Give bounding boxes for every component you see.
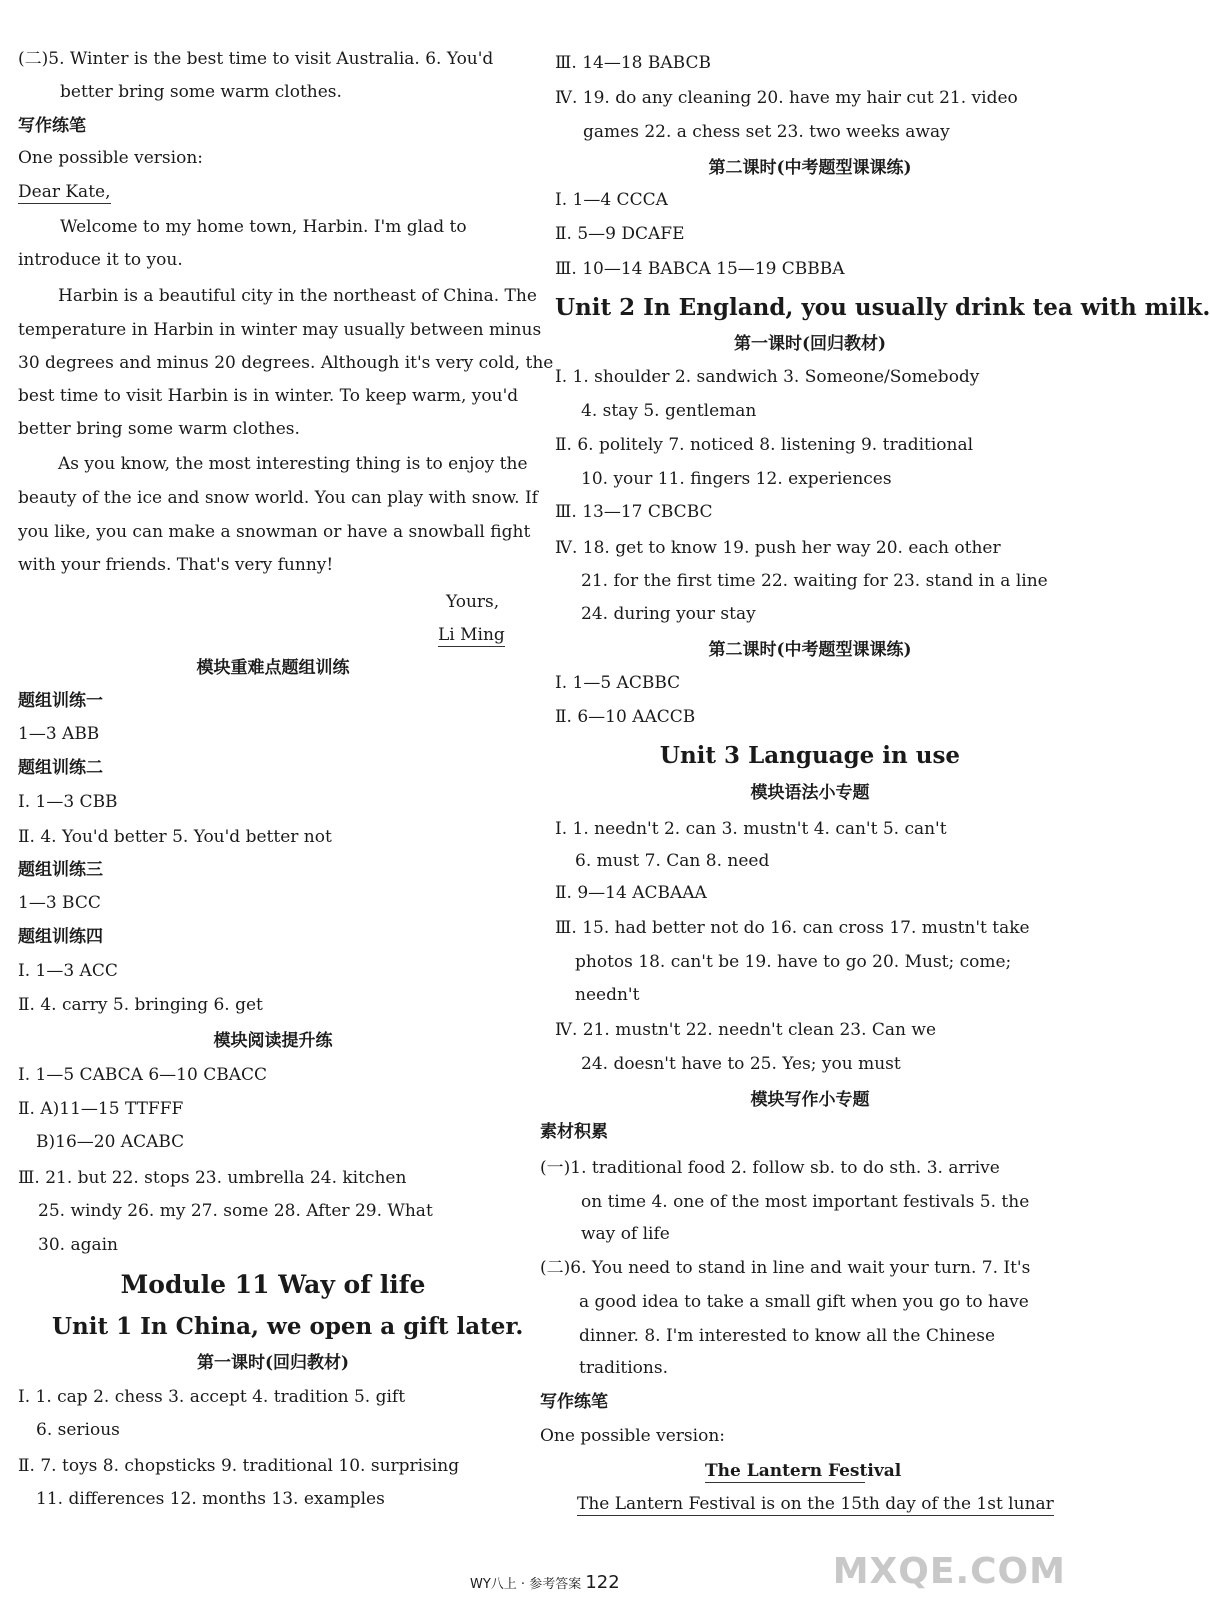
section-heading: 第二课时(中考题型课课练) bbox=[708, 640, 912, 660]
text-line: introduce it to you. bbox=[18, 250, 183, 270]
text-line: Ⅰ. 1—3 ACC bbox=[18, 961, 118, 981]
section-heading: 模块阅读提升练 bbox=[213, 1031, 333, 1051]
text-line: games 22. a chess set 23. two weeks away bbox=[583, 122, 950, 142]
text-line: 21. for the first time 22. waiting for 23. stand in a line bbox=[581, 571, 1048, 591]
letter-closing: Yours, bbox=[446, 592, 500, 612]
text-line: Harbin is a beautiful city in the northeast of China. The bbox=[58, 286, 537, 306]
text-line: (二)5. Winter is the best time to visit Australia. 6. You'd bbox=[18, 49, 494, 69]
text-line: Ⅱ. 6—10 AACCB bbox=[555, 707, 696, 727]
text-line: dinner. 8. I'm interested to know all the Chinese bbox=[579, 1326, 996, 1346]
section-heading: 写作练笔 bbox=[18, 116, 86, 136]
text-line: Ⅰ. 1. cap 2. chess 3. accept 4. tradition 5. gift bbox=[18, 1387, 406, 1407]
text-line: on time 4. one of the most important festivals 5. the bbox=[581, 1192, 1030, 1212]
essay-title: The Lantern Festival bbox=[705, 1461, 902, 1481]
section-heading: 写作练笔 bbox=[540, 1392, 608, 1412]
text-line: 4. stay 5. gentleman bbox=[581, 401, 757, 421]
unit-title: Unit 1 In China, we open a gift later. bbox=[52, 1313, 524, 1340]
text-line: best time to visit Harbin is in winter. To keep warm, you'd bbox=[18, 386, 519, 406]
text-line: As you know, the most interesting thing is to enjoy the bbox=[58, 454, 528, 474]
section-heading: 第一课时(回归教材) bbox=[733, 334, 887, 354]
text-line: 30. again bbox=[38, 1235, 118, 1255]
text-line: 6. must 7. Can 8. need bbox=[575, 851, 770, 871]
text-line: Ⅲ. 15. had better not do 16. can cross 17. mustn't take bbox=[555, 918, 1030, 938]
text-line: Ⅳ. 19. do any cleaning 20. have my hair cut 21. video bbox=[555, 88, 1018, 108]
text-line: Ⅱ. 4. You'd better 5. You'd better not bbox=[18, 827, 332, 847]
text-line: (二)6. You need to stand in line and wait your turn. 7. It's bbox=[540, 1258, 1031, 1278]
section-heading: 模块重难点题组训练 bbox=[196, 658, 350, 678]
text-line: Ⅰ. 1—3 CBB bbox=[18, 792, 118, 812]
text-line: One possible version: bbox=[540, 1426, 725, 1446]
text-line: B)16—20 ACABC bbox=[36, 1132, 185, 1152]
text-line: The Lantern Festival is on the 15th day of the 1st lunar bbox=[577, 1494, 1054, 1514]
text-line: 24. doesn't have to 25. Yes; you must bbox=[581, 1054, 901, 1074]
section-heading: 素材积累 bbox=[540, 1122, 608, 1142]
text-line: Ⅰ. 1—5 ACBBC bbox=[555, 673, 681, 693]
text-line: Ⅱ. 6. politely 7. noticed 8. listening 9. traditional bbox=[555, 435, 974, 455]
text-line: Ⅰ. 1. needn't 2. can 3. mustn't 4. can't 5. can't bbox=[555, 819, 947, 839]
module-title: Module 11 Way of life bbox=[120, 1270, 426, 1299]
text-line: Ⅲ. 10—14 BABCA 15—19 CBBBA bbox=[555, 259, 845, 279]
text-line: beauty of the ice and snow world. You can play with snow. If bbox=[18, 488, 538, 508]
section-heading: 模块语法小专题 bbox=[750, 783, 870, 803]
section-heading: 题组训练二 bbox=[18, 758, 103, 778]
text-line: Ⅲ. 14—18 BABCB bbox=[555, 53, 711, 73]
unit-title: Unit 2 In England, you usually drink tea with milk. bbox=[555, 294, 1210, 321]
section-heading: 第一课时(回归教材) bbox=[196, 1353, 350, 1373]
section-heading: 第二课时(中考题型课课练) bbox=[708, 158, 912, 178]
page-number: 122 bbox=[585, 1572, 620, 1593]
text-line: temperature in Harbin in winter may usually between minus bbox=[18, 320, 542, 340]
text-line: photos 18. can't be 19. have to go 20. Must; come; bbox=[575, 952, 1012, 972]
text-line: 24. during your stay bbox=[581, 604, 756, 624]
text-line: Ⅲ. 13—17 CBCBC bbox=[555, 502, 713, 522]
text-line: 6. serious bbox=[36, 1420, 120, 1440]
text-line: needn't bbox=[575, 985, 640, 1005]
letter-signature: Li Ming bbox=[438, 625, 505, 645]
text-line: 1—3 ABB bbox=[18, 724, 100, 744]
text-line: Ⅰ. 1—5 CABCA 6—10 CBACC bbox=[18, 1065, 267, 1085]
text-line: Ⅳ. 18. get to know 19. push her way 20. each other bbox=[555, 538, 1001, 558]
text-line: way of life bbox=[581, 1224, 670, 1244]
text-line: Ⅱ. A)11—15 TTFFF bbox=[18, 1099, 184, 1119]
text-line: traditions. bbox=[579, 1358, 668, 1378]
unit-title: Unit 3 Language in use bbox=[659, 742, 961, 769]
text-line: Ⅲ. 21. but 22. stops 23. umbrella 24. kitchen bbox=[18, 1168, 407, 1188]
text-line: Welcome to my home town, Harbin. I'm glad to bbox=[60, 217, 467, 237]
section-heading: 题组训练四 bbox=[18, 927, 103, 947]
text-line: a good idea to take a small gift when you go to have bbox=[579, 1292, 1029, 1312]
text-line: Ⅰ. 1—4 CCCA bbox=[555, 190, 668, 210]
text-line: 10. your 11. fingers 12. experiences bbox=[581, 469, 892, 489]
text-line: you like, you can make a snowman or have a snowball fight bbox=[18, 522, 531, 542]
text-line: One possible version: bbox=[18, 148, 203, 168]
text-line: 25. windy 26. my 27. some 28. After 29. What bbox=[38, 1201, 433, 1221]
text-line: Ⅱ. 9—14 ACBAAA bbox=[555, 883, 707, 903]
text-line: Ⅰ. 1. shoulder 2. sandwich 3. Someone/Somebody bbox=[555, 367, 980, 387]
text-line: 11. differences 12. months 13. examples bbox=[36, 1489, 385, 1509]
footer-label: WY八上 · 参考答案 bbox=[470, 1577, 582, 1592]
section-heading: 题组训练三 bbox=[18, 860, 103, 880]
watermark-logo: MXQE.COM bbox=[832, 1551, 1066, 1592]
text-line: 1—3 BCC bbox=[18, 893, 101, 913]
text-line: with your friends. That's very funny! bbox=[18, 555, 334, 575]
text-line: Ⅱ. 5—9 DCAFE bbox=[555, 224, 685, 244]
text-line: 30 degrees and minus 20 degrees. Although it's very cold, the bbox=[18, 353, 554, 373]
section-heading: 题组训练一 bbox=[18, 691, 103, 711]
text-line: Ⅱ. 7. toys 8. chopsticks 9. traditional 10. surprising bbox=[18, 1456, 460, 1476]
text-line: Ⅱ. 4. carry 5. bringing 6. get bbox=[18, 995, 263, 1015]
text-line: better bring some warm clothes. bbox=[60, 82, 342, 102]
text-line: (一)1. traditional food 2. follow sb. to do sth. 3. arrive bbox=[540, 1158, 1000, 1178]
text-line: Ⅳ. 21. mustn't 22. needn't clean 23. Can we bbox=[555, 1020, 937, 1040]
section-heading: 模块写作小专题 bbox=[750, 1090, 870, 1110]
letter-salutation: Dear Kate, bbox=[18, 182, 111, 202]
text-line: better bring some warm clothes. bbox=[18, 419, 300, 439]
page-footer bbox=[470, 1572, 620, 1593]
